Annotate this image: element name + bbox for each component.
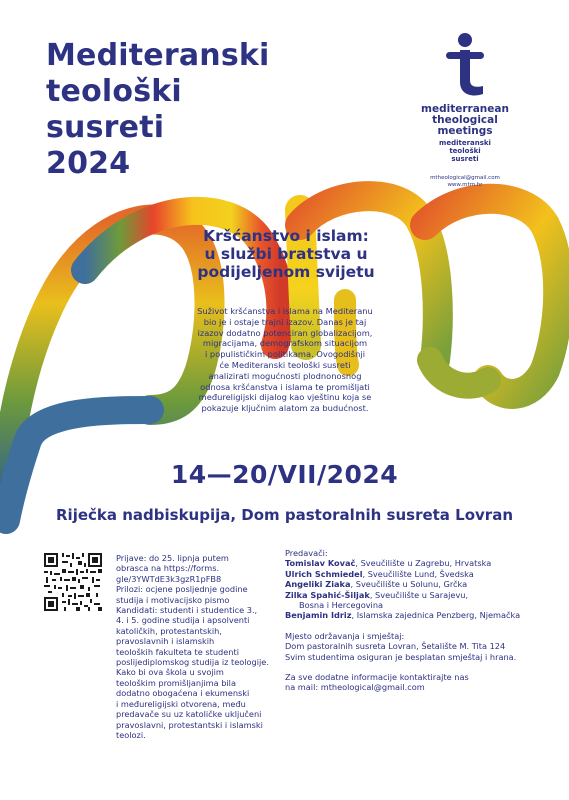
logo-website[interactable]: www.mtm.hr [447,182,483,188]
registration-link[interactable]: obrasca na https://forms. [116,563,220,574]
speaker-item: Ulrich Schmiedel, Sveučilište Lund, Švedska [285,568,474,579]
logo-block [410,30,520,189]
event-dates: 14—20/VII/2024 [170,460,399,489]
qr-code-icon[interactable] [44,553,102,611]
logo-email[interactable]: mtheological@gmail.com [430,175,500,181]
speaker-item: Tomislav Kovač, Sveučilište u Zagrebu, Hrvatska [285,558,492,569]
location-address: Dom pastoralnih susreta Lovran, Šetalište M. Tita 124 [285,641,506,652]
speaker-item: Angeliki Ziaka, Sveučilište u Solunu, Grčka [285,579,468,590]
spacer [285,621,535,631]
location-heading: Mjesto održavanja i smještaj: [285,630,405,641]
ribbon-right-bottom [430,360,488,386]
location-note: Svim studentima osiguran je besplatan smještaj i hrana. [285,651,517,662]
ribbon-right-arch-2 [425,199,558,394]
application-info: Prijave: do 25. lipnja putem obrasca na https://forms. gle/3YWTdE3k3gzR1pFB8 Prilozi: ocjene posljednje godine studija i motivacijsko pismo Kandidati: studenti i studentice 3., 4. i 5. godine studija i apsolventi katoličkih, protestantskih, pravoslavnih i islamskih teoloških fakulteta te studenti poslijediplomskog studija iz teologije. Kako bi ova škola u svojim teološkim promišljanjima bila dodatno obogaćena i ekumenski i međureligijski otvorena, među predavače su uz katoličke uključeni pravoslavni, protestantski i islamski teolozi. [116,553,276,740]
event-venue: Riječka nadbiskupija, Dom pastoralnih susreta Lovran [56,506,513,524]
title-line-1: Mediteranski [46,38,270,73]
speakers-heading: Predavači: [285,548,328,558]
title-block [46,38,270,182]
title-line-2: teološki [46,74,182,109]
speaker-item-cont: Bosna i Hercegovina [299,600,384,611]
intro-paragraph: Suživot kršćanstva i islama na Mediteranu bio je i ostaje trajni izazov. Danas je taj izazov dodatno potenciran globalizacijom, migracijama, demografskom situacijom i populističkim politikama. Ovogodišnji će Mediteranski teološki susreti analizirati mogućnosti plodnonosnog odnosa kršćanstva i islama te promišljati međureligijski dijalog kao vještinu koja se pokazuje ključnim alatom za budućnost. [197,306,373,414]
tau-cross-logo-icon [443,30,487,100]
theme-heading: Kršćanstvo i islam: u službi bratstva u podijeljenom svijetu [197,227,375,281]
speaker-item: Benjamin Idriz, Islamska zajednica Penzberg, Njemačka [285,610,521,621]
registration-link-cont[interactable]: gle/3YWTdE3k3gzR1pFB8 [116,573,222,584]
speaker-item: Zilka Spahić-Šiljak, Sveučilište u Sarajevu, [285,589,469,600]
contact-line: Za sve dodatne informacije kontaktirajte nas [285,672,469,683]
title-line-3: susreti [46,110,165,145]
title-year: 2024 [46,146,131,181]
logo-contact [410,175,520,189]
logo-english-name: mediterranean theological meetings [421,103,509,137]
spacer [285,662,535,672]
speakers-and-location [285,548,535,693]
logo-croatian-name: mediteranski teološki susreti [439,139,491,163]
contact-email[interactable]: na mail: mtheological@gmail.com [285,682,425,693]
